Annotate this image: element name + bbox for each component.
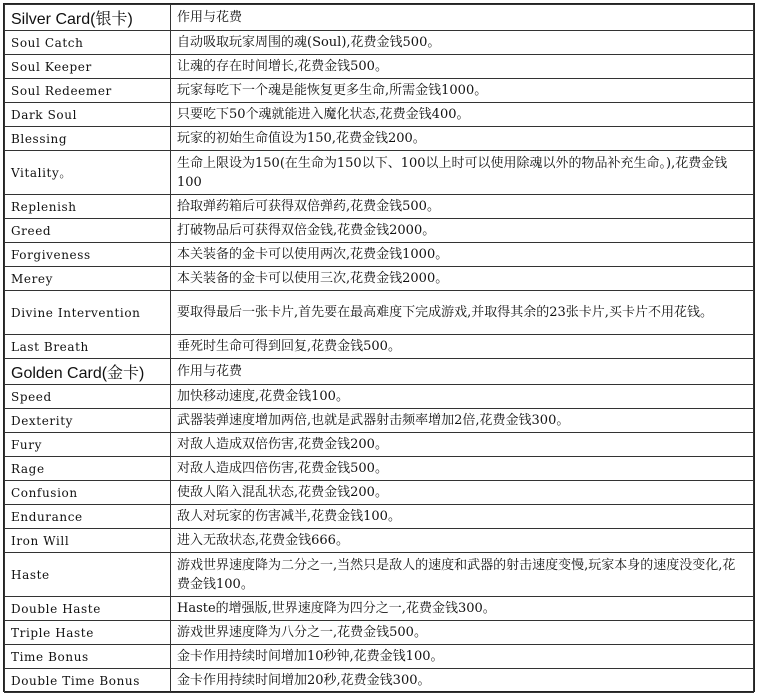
- card-desc: 要取得最后一张卡片,首先要在最高难度下完成游戏,并取得其余的23张卡片,买卡片不用花钱。: [171, 291, 754, 335]
- card-desc: 自动吸取玩家周围的魂(Soul),花费金钱500。: [171, 31, 754, 55]
- table-row: [5, 151, 754, 195]
- card-desc: 生命上限设为150(在生命为150以下、100以上时可以使用除魂以外的物品补充生命。),花费金钱100: [171, 151, 754, 195]
- card-name: Haste: [5, 553, 171, 597]
- table-row: [5, 433, 754, 457]
- card-desc: 本关装备的金卡可以使用两次,花费金钱1000。: [171, 243, 754, 267]
- card-name: Divine Intervention: [5, 291, 171, 335]
- card-table-sheet: [3, 3, 755, 692]
- card-name: Greed: [5, 219, 171, 243]
- card-desc: 进入无敌状态,花费金钱666。: [171, 529, 754, 553]
- table-row: [5, 335, 754, 359]
- card-name: Forgiveness: [5, 243, 171, 267]
- silver-header-name: Silver Card(银卡): [5, 5, 171, 31]
- card-name: Double Haste: [5, 597, 171, 621]
- table-row: [5, 103, 754, 127]
- table-row: [5, 219, 754, 243]
- table-row: [5, 409, 754, 433]
- card-name: Triple Haste: [5, 621, 171, 645]
- table-row: [5, 31, 754, 55]
- card-name: Soul Catch: [5, 31, 171, 55]
- card-name: Replenish: [5, 195, 171, 219]
- card-name: Speed: [5, 385, 171, 409]
- card-desc: 玩家每吃下一个魂是能恢复更多生命,所需金钱1000。: [171, 79, 754, 103]
- card-desc: 武器装弹速度增加两倍,也就是武器射击频率增加2倍,花费金钱300。: [171, 409, 754, 433]
- table-row: [5, 385, 754, 409]
- card-desc: Haste的增强版,世界速度降为四分之一,花费金钱300。: [171, 597, 754, 621]
- card-name: Iron Will: [5, 529, 171, 553]
- golden-header-row: [5, 359, 754, 385]
- card-desc: 让魂的存在时间增长,花费金钱500。: [171, 55, 754, 79]
- table-row: [5, 645, 754, 669]
- table-row: [5, 79, 754, 103]
- card-desc: 加快移动速度,花费金钱100。: [171, 385, 754, 409]
- card-desc: 拾取弹药箱后可获得双倍弹药,花费金钱500。: [171, 195, 754, 219]
- card-name: Last Breath: [5, 335, 171, 359]
- card-desc: 游戏世界速度降为八分之一,花费金钱500。: [171, 621, 754, 645]
- golden-header-desc: 作用与花费: [171, 359, 754, 385]
- table-row: [5, 597, 754, 621]
- card-desc: 金卡作用持续时间增加20秒,花费金钱300。: [171, 669, 754, 693]
- card-desc: 玩家的初始生命值设为150,花费金钱200。: [171, 127, 754, 151]
- table-row: [5, 291, 754, 335]
- table-row: [5, 621, 754, 645]
- card-desc: 只要吃下50个魂就能进入魔化状态,花费金钱400。: [171, 103, 754, 127]
- golden-header-name: Golden Card(金卡): [5, 359, 171, 385]
- card-desc: 垂死时生命可得到回复,花费金钱500。: [171, 335, 754, 359]
- table-row: [5, 553, 754, 597]
- card-desc: 敌人对玩家的伤害减半,花费金钱100。: [171, 505, 754, 529]
- table-row: [5, 529, 754, 553]
- card-name: Fury: [5, 433, 171, 457]
- card-name: Rage: [5, 457, 171, 481]
- table-row: [5, 669, 754, 693]
- card-name: Dark Soul: [5, 103, 171, 127]
- card-desc: 对敌人造成双倍伤害,花费金钱200。: [171, 433, 754, 457]
- card-desc: 使敌人陷入混乱状态,花费金钱200。: [171, 481, 754, 505]
- card-name: Time Bonus: [5, 645, 171, 669]
- table-row: [5, 195, 754, 219]
- card-name: Merey: [5, 267, 171, 291]
- table-row: [5, 457, 754, 481]
- card-desc: 游戏世界速度降为二分之一,当然只是敌人的速度和武器的射击速度变慢,玩家本身的速度没变化,花费金钱100。: [171, 553, 754, 597]
- card-name: Confusion: [5, 481, 171, 505]
- card-name: Soul Redeemer: [5, 79, 171, 103]
- card-desc: 对敌人造成四倍伤害,花费金钱500。: [171, 457, 754, 481]
- table-row: [5, 267, 754, 291]
- silver-header-desc: 作用与花费: [171, 5, 754, 31]
- table-row: [5, 55, 754, 79]
- card-name: Double Time Bonus: [5, 669, 171, 693]
- card-desc: 金卡作用持续时间增加10秒钟,花费金钱100。: [171, 645, 754, 669]
- table-row: [5, 127, 754, 151]
- card-name: Endurance: [5, 505, 171, 529]
- card-desc: 打破物品后可获得双倍金钱,花费金钱2000。: [171, 219, 754, 243]
- card-name: Blessing: [5, 127, 171, 151]
- table-row: [5, 481, 754, 505]
- card-name: Dexterity: [5, 409, 171, 433]
- card-table: [4, 4, 754, 693]
- card-name: Soul Keeper: [5, 55, 171, 79]
- card-desc: 本关装备的金卡可以使用三次,花费金钱2000。: [171, 267, 754, 291]
- silver-header-row: [5, 5, 754, 31]
- table-row: [5, 505, 754, 529]
- card-name: Vitality。: [5, 151, 171, 195]
- table-row: [5, 243, 754, 267]
